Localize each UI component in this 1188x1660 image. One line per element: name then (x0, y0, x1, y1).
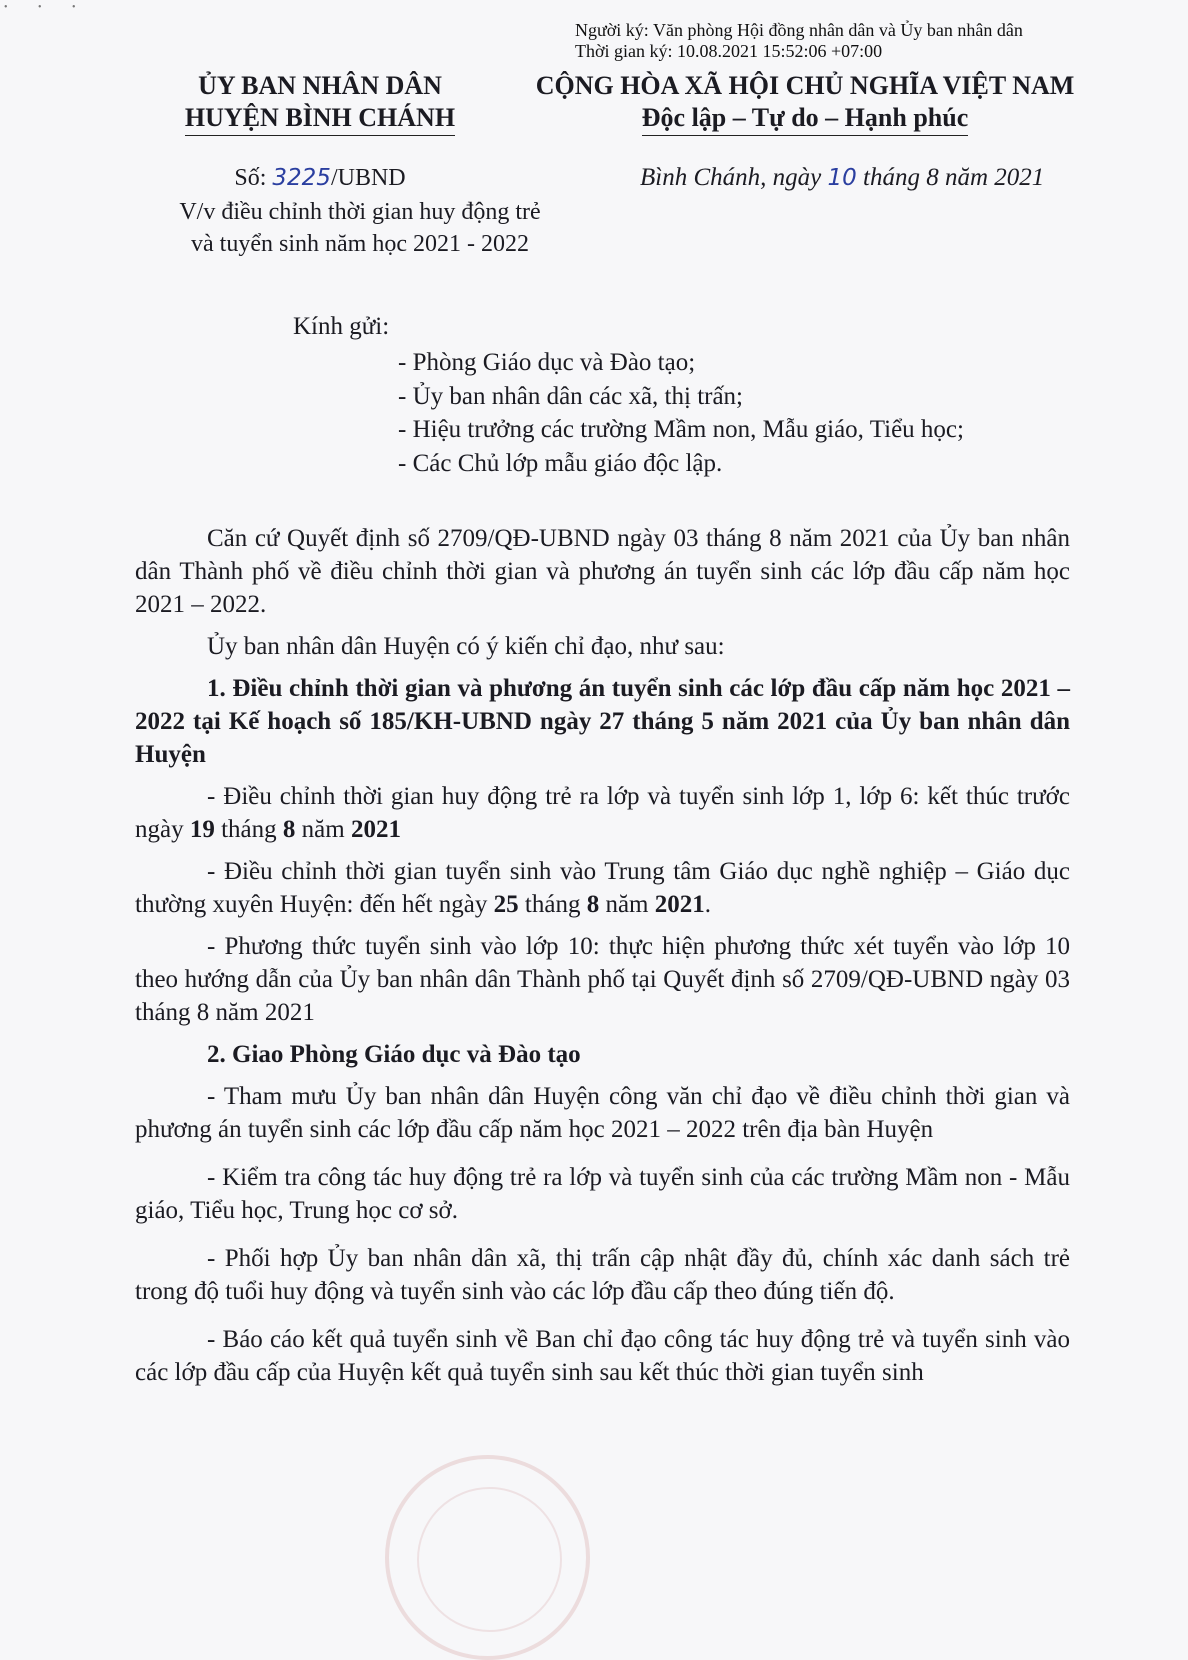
doc-no-suffix: /UBND (330, 165, 406, 191)
place-date-day: 10 (827, 165, 857, 191)
place-date (640, 163, 1044, 193)
text-run: - Điều chỉnh thời gian tuyển sinh vào Trung tâm Giáo dục nghề nghiệp – Giáo dục thường xuyên Huyện: đến hết ngày (135, 858, 1070, 918)
document-number (120, 163, 520, 193)
doc-no-handwritten: 3225 (272, 165, 331, 191)
text-run-bold: 8 (586, 891, 600, 918)
text-run: - Điều chỉnh thời gian huy động trẻ ra lớp và tuyển sinh lớp 1, lớp 6: kết thúc trước ngày (135, 783, 1070, 843)
recipient-list (398, 346, 964, 480)
greeting: Kính gửi: (293, 313, 390, 340)
document-subject (120, 196, 600, 260)
faded-seal-stamp (385, 1455, 590, 1660)
section-heading: 2. Giao Phòng Giáo dục và Đào tạo (207, 1041, 581, 1068)
national-title (505, 70, 1105, 136)
text-run: . (704, 891, 711, 918)
body-paragraph: - Phối hợp Ủy ban nhân dân xã, thị trấn cập nhật đầy đủ, chính xác danh sách trẻ trong độ tuổi huy động và tuyển sinh vào các lớp đầu cấp theo đúng tiến độ. (135, 1245, 1070, 1305)
text-run-bold: 19 (189, 816, 215, 843)
nation-line: CỘNG HÒA XÃ HỘI CHỦ NGHĨA VIỆT NAM (535, 71, 1075, 100)
body-paragraph: Ủy ban nhân dân Huyện có ý kiến chỉ đạo, như sau: (207, 633, 725, 660)
signature-time: Thời gian ký: 10.08.2021 15:52:06 +07:00 (575, 41, 883, 61)
subject-line1: V/v điều chỉnh thời gian huy động trẻ (179, 199, 541, 225)
text-run-bold: 2021 (654, 891, 705, 918)
text-run-bold: 25 (493, 891, 519, 918)
recipient-item: - Ủy ban nhân dân các xã, thị trấn; (398, 382, 744, 410)
body-paragraph: - Phương thức tuyển sinh vào lớp 10: thực hiện phương thức xét tuyển vào lớp 10 theo hướng dẫn của Ủy ban nhân dân Thành phố tại Quyết định số 2709/QĐ-UBND ngày 03 tháng 8 năm 2021 (135, 933, 1070, 1026)
digital-signature-info (575, 20, 1023, 62)
body-paragraph: - Tham mưu Ủy ban nhân dân Huyện công văn chỉ đạo về điều chỉnh thời gian và phương án tuyển sinh các lớp đầu cấp năm học 2021 – 2022 trên địa bàn Huyện (135, 1083, 1070, 1143)
recipient-item: - Hiệu trưởng các trường Mầm non, Mẫu giáo, Tiểu học; (398, 416, 964, 443)
text-run: năm (295, 816, 351, 843)
body-paragraph: Căn cứ Quyết định số 2709/QĐ-UBND ngày 03 tháng 8 năm 2021 của Ủy ban nhân dân Thành phố về điều chỉnh thời gian và phương án tuyển sinh các lớp đầu cấp năm học 2021 – 2022. (135, 525, 1070, 618)
body-paragraph (135, 780, 1070, 846)
text-run-bold: 8 (282, 816, 296, 843)
org-line1: ỦY BAN NHÂN DÂN (198, 71, 442, 100)
scan-artifact-dots: • • • (4, 2, 90, 13)
text-run: tháng (214, 816, 283, 843)
org-line2: HUYỆN BÌNH CHÁNH (185, 102, 455, 136)
body-paragraph: - Báo cáo kết quả tuyển sinh về Ban chỉ đạo công tác huy động trẻ và tuyển sinh vào các lớp đầu cấp của Huyện kết quả tuyển sinh sau kết thúc thời gian tuyển sinh (135, 1326, 1070, 1386)
document-body (135, 522, 1070, 1389)
issuing-organization (120, 70, 520, 136)
recipient-item: - Phòng Giáo dục và Đào tạo; (398, 349, 696, 376)
doc-no-prefix: Số: (234, 165, 273, 191)
place-date-suffix: tháng 8 năm 2021 (856, 164, 1045, 191)
text-run-bold: 2021 (350, 816, 401, 843)
section-heading: 1. Điều chỉnh thời gian và phương án tuyển sinh các lớp đầu cấp năm học 2021 – 2022 tại Kế hoạch số 185/KH-UBND ngày 27 tháng 5 năm 2021 của Ủy ban nhân dân Huyện (135, 675, 1070, 768)
place-date-prefix: Bình Chánh, ngày (640, 164, 828, 191)
motto: Độc lập – Tự do – Hạnh phúc (642, 102, 969, 136)
signature-signer: Người ký: Văn phòng Hội đồng nhân dân và Ủy ban nhân dân (575, 20, 1023, 40)
seal-inner-ring (417, 1487, 562, 1632)
body-paragraph (135, 855, 1070, 921)
recipient-item: - Các Chủ lớp mẫu giáo độc lập. (398, 449, 723, 477)
body-paragraph: - Kiểm tra công tác huy động trẻ ra lớp và tuyển sinh của các trường Mầm non - Mẫu giáo, Tiểu học, Trung học cơ sở. (135, 1164, 1070, 1224)
text-run: tháng (518, 891, 587, 918)
text-run: năm (599, 891, 655, 918)
subject-line2: và tuyển sinh năm học 2021 - 2022 (191, 231, 529, 257)
